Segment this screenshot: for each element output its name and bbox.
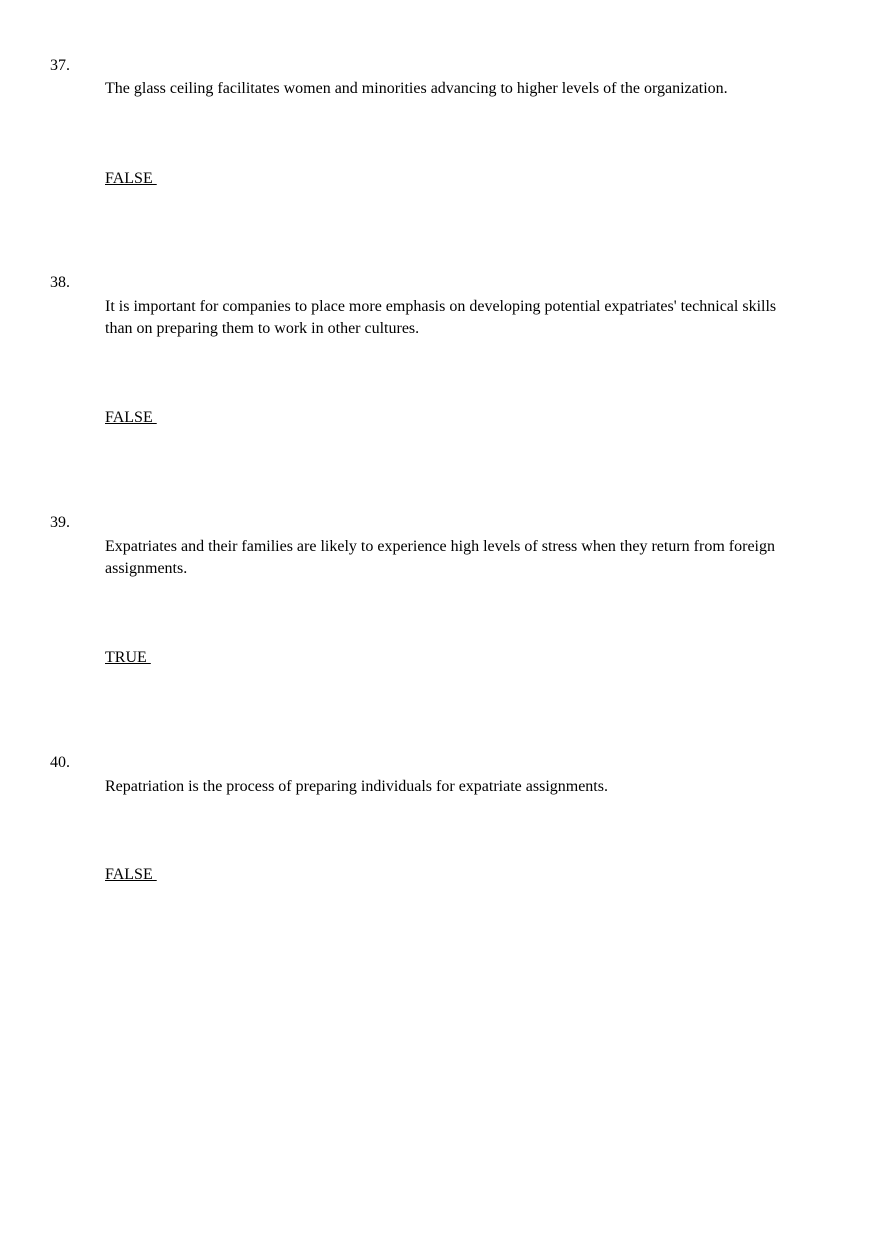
question-text: It is important for companies to place more emphasis on developing potential expatriates' technical skills than on preparing them to work in other cultures. xyxy=(105,298,777,337)
question-number: 38. xyxy=(50,274,70,291)
question-text: Expatriates and their families are likely to experience high levels of stress when they return from foreign assignments. xyxy=(105,538,775,577)
answer: FALSE xyxy=(105,409,157,426)
question-number: 37. xyxy=(50,57,70,74)
question-number: 39. xyxy=(50,514,70,531)
question-number: 40. xyxy=(50,754,70,771)
question-text: The glass ceiling facilitates women and minorities advancing to higher levels of the organization. xyxy=(105,80,728,97)
question-text: Repatriation is the process of preparing individuals for expatriate assignments. xyxy=(105,778,608,795)
answer: FALSE xyxy=(105,170,157,187)
answer: TRUE xyxy=(105,649,151,666)
answer: FALSE xyxy=(105,866,157,883)
